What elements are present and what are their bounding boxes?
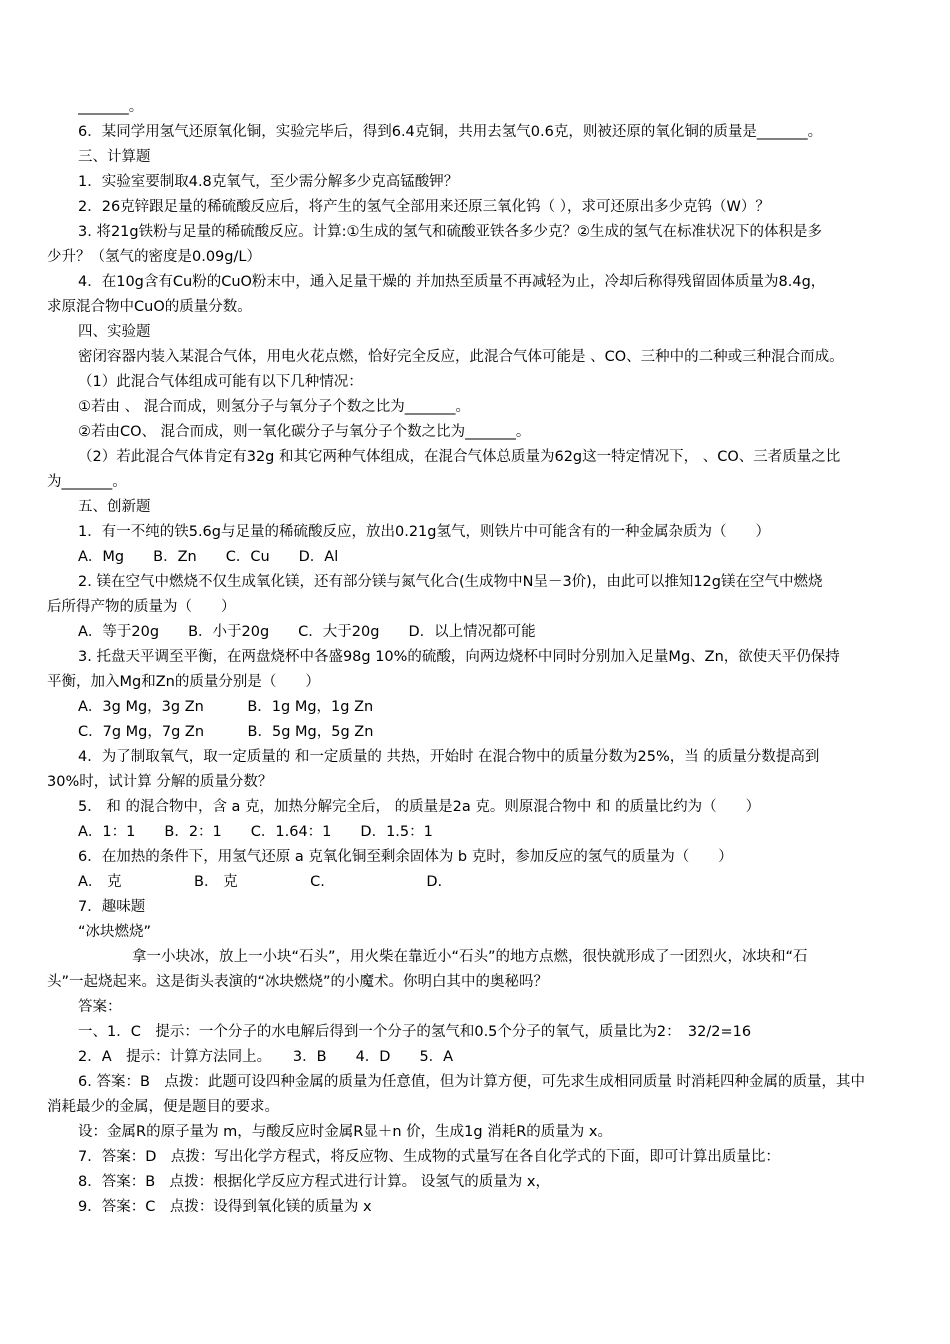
question-continuation: 为_______。 — [47, 474, 127, 490]
question-continuation: 后所得产物的质量为（ ） — [47, 599, 236, 615]
question: 5． 和 的混合物中，含 a 克，加热分解完全后， 的质量是2a 克。则原混合物中 和 的质量比约为（ ） — [78, 799, 761, 815]
answer-line-continuation: 消耗最少的金属，便是题目的要求。 — [47, 1099, 279, 1115]
answer-line: 设：金属R的原子量为 m，与酸反应时金属R显＋n 价，生成1g 消耗R的质量为 x。 — [78, 1124, 612, 1140]
question: 密闭容器内装入某混合气体，用电火花点燃，恰好完全反应，此混合气体可能是 、CO、三种中的二种或三种混合而成。 — [78, 349, 844, 365]
section-heading: 三、计算题 — [78, 149, 151, 165]
answer-line: 2．A 提示：计算方法同上。 3．B 4．D 5．A — [78, 1049, 454, 1065]
question: 6．在加热的条件下，用氢气还原 a 克氧化铜至剩余固体为 b 克时，参加反应的氢气的质量为（ ） — [78, 849, 733, 865]
question-continuation: 平衡，加入Mg和Zn的质量分别是（ ） — [47, 674, 320, 690]
section-heading: 四、实验题 — [78, 324, 151, 340]
question: 3. 托盘天平调至平衡，在两盘烧杯中各盛98g 10%的硫酸，向两边烧杯中同时分别加入足量Mg、Zn，欲使天平仍保持 — [78, 649, 840, 665]
question: 4．为了制取氧气，取一定质量的 和一定质量的 共热，开始时 在混合物中的质量分数为25%，当 的质量分数提高到 — [78, 749, 820, 765]
question-continuation: 少升？（氢气的密度是0.09g/L） — [47, 249, 261, 265]
answer-options: A．3g Mg，3g Zn B．1g Mg，1g Zn — [78, 699, 374, 715]
answer-line: 7．答案：D 点拨：写出化学方程式，将反应物、生成物的式量写在各自化学式的下面，即可计算出质量比： — [78, 1149, 780, 1165]
question: ②若由CO、 混合而成，则一氧化碳分子与氧分子个数之比为_______。 — [78, 424, 531, 440]
question: （2）若此混合气体肯定有32g 和其它两种气体组成，在混合气体总质量为62g这一特定情况下， 、CO、三者质量之比 — [78, 449, 841, 465]
question: 4．在10g含有Cu粉的CuO粉末中，通入足量干燥的 并加热至质量不再减轻为止，冷却后称得残留固体质量为8.4g， — [78, 274, 826, 290]
text-line: _______。 — [78, 99, 144, 115]
question: 1．有一不纯的铁5.6g与足量的稀硫酸反应，放出0.21g氢气，则铁片中可能含有的一种金属杂质为（ ） — [78, 524, 770, 540]
answer-options: A．1：1 B．2：1 C．1.64：1 D．1.5：1 — [78, 824, 433, 840]
question-continuation: 求原混合物中CuO的质量分数。 — [47, 299, 252, 315]
answer-line: 6. 答案：B 点拨：此题可设四种金属的质量为任意值，但为计算方便，可先求生成相同质量 时消耗四种金属的质量，其中 — [78, 1074, 865, 1090]
question: 7．趣味题 — [78, 899, 146, 915]
story-text: 拿一小块冰，放上一小块“石头”，用火柴在靠近小“石头”的地方点燃，很快就形成了一团烈火，冰块和“石 — [132, 949, 808, 965]
question: 2. 镁在空气中燃烧不仅生成氧化镁，还有部分镁与氮气化合(生成物中N呈－3价)，由此可以推知12g镁在空气中燃烧 — [78, 574, 823, 590]
answer-options: C．7g Mg，7g Zn B．5g Mg，5g Zn — [78, 724, 374, 740]
answer-options: A．Mg B．Zn C．Cu D．Al — [78, 549, 339, 565]
answer-options: A．等于20g B．小于20g C．大于20g D．以上情况都可能 — [78, 624, 536, 640]
answer-line: 8．答案：B 点拨：根据化学反应方程式进行计算。 设氢气的质量为 x， — [78, 1174, 550, 1190]
question: 3. 将21g铁粉与足量的稀硫酸反应。计算:①生成的氢气和硫酸亚铁各多少克？②生成的氢气在标准状况下的体积是多 — [78, 224, 822, 240]
question-continuation: 30%时，试计算 分解的质量分数？ — [47, 774, 273, 790]
section-heading: 五、创新题 — [78, 499, 151, 515]
answer-options: A． 克 B． 克 C. D. — [78, 874, 443, 890]
question: （1）此混合气体组成可能有以下几种情况： — [78, 374, 363, 390]
answer-line: 9．答案：C 点拨：设得到氧化镁的质量为 x — [78, 1199, 372, 1215]
question: ①若由 、 混合而成，则氢分子与氧分子个数之比为_______。 — [78, 399, 470, 415]
question: 2．26克锌跟足量的稀硫酸反应后，将产生的氢气全部用来还原三氧化钨（ ），求可还原出多少克钨（W）？ — [78, 199, 770, 215]
story-title: “冰块燃烧” — [78, 924, 152, 940]
text-line: 6．某同学用氢气还原氧化铜，实验完毕后，得到6.4克铜，共用去氢气0.6克，则被还原的氧化铜的质量是_______。 — [78, 124, 823, 140]
question: 1．实验室要制取4.8克氧气，至少需分解多少克高锰酸钾？ — [78, 174, 459, 190]
story-text-continuation: 头”一起烧起来。这是街头表演的“冰块燃烧”的小魔术。你明白其中的奥秘吗？ — [47, 974, 549, 990]
answer-line: 一、1．C 提示：一个分子的水电解后得到一个分子的氢气和0.5个分子的氧气，质量比为2： 32/2=16 — [78, 1024, 752, 1040]
answers-heading: 答案： — [78, 999, 122, 1015]
